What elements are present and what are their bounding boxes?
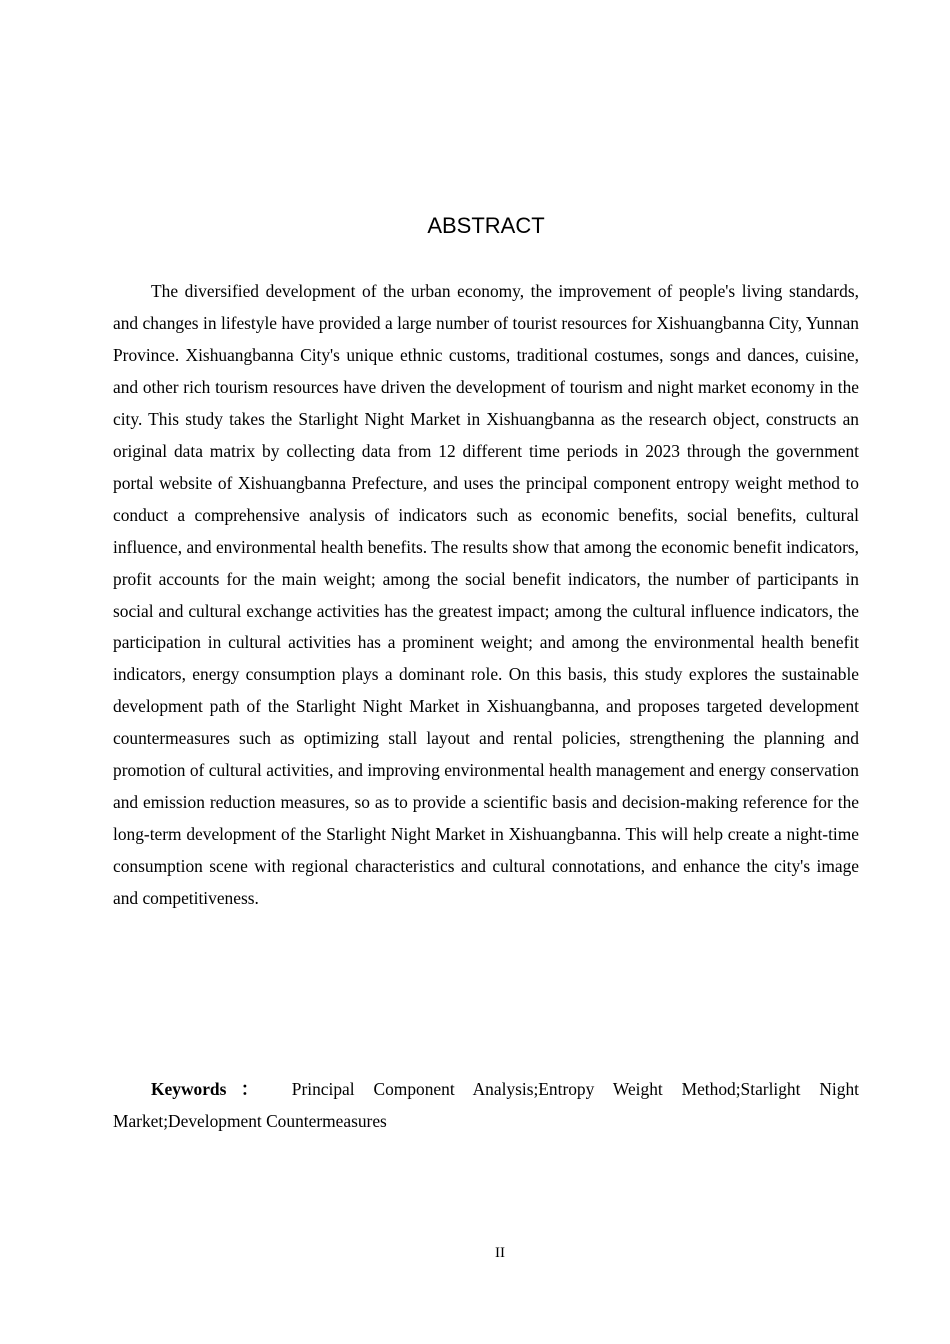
keywords-text: Principal Component Analysis;Entropy Weight Method;Starlight Night Market;Development Countermeasures (113, 1079, 859, 1131)
abstract-paragraph: The diversified development of the urban economy, the improvement of people's living standards, and changes in lifestyle have provided a large number of tourist resources for Xishuangbanna City, Yunnan Province. Xishuangbanna City's unique ethnic customs, traditional costumes, songs and dances, cuisine, and other rich tourism resources have driven the development of tourism and night market economy in the city. This study takes the Starlight Night Market in Xishuangbanna as the research object, constructs an original data matrix by collecting data from 12 different time periods in 2023 through the government portal website of Xishuangbanna Prefecture, and uses the principal component entropy weight method to conduct a comprehensive analysis of indicators such as economic benefits, social benefits, cultural influence, and environmental health benefits. The results show that among the economic benefit indicators, profit accounts for the main weight; among the social benefit indicators, the number of participants in social and cultural exchange activities has the greatest impact; among the cultural influence indicators, the participation in cultural activities has a prominent weight; and among the environmental health benefit indicators, energy consumption plays a dominant role. On this basis, this study explores the sustainable development path of the Starlight Night Market in Xishuangbanna, and proposes targeted development countermeasures such as optimizing stall layout and rental policies, strengthening the planning and promotion of cultural activities, and improving environmental health management and energy conservation and emission reduction measures, so as to provide a scientific basis and decision-making reference for the long-term development of the Starlight Night Market in Xishuangbanna. This will help create a night-time consumption scene with regional characteristics and cultural connotations, and enhance the city's image and competitiveness. (113, 281, 859, 909)
keywords-line (113, 1074, 859, 1138)
abstract-heading: ABSTRACT (427, 213, 545, 238)
keywords-label: Keywords： (151, 1079, 273, 1099)
page-number: II (495, 1245, 505, 1261)
